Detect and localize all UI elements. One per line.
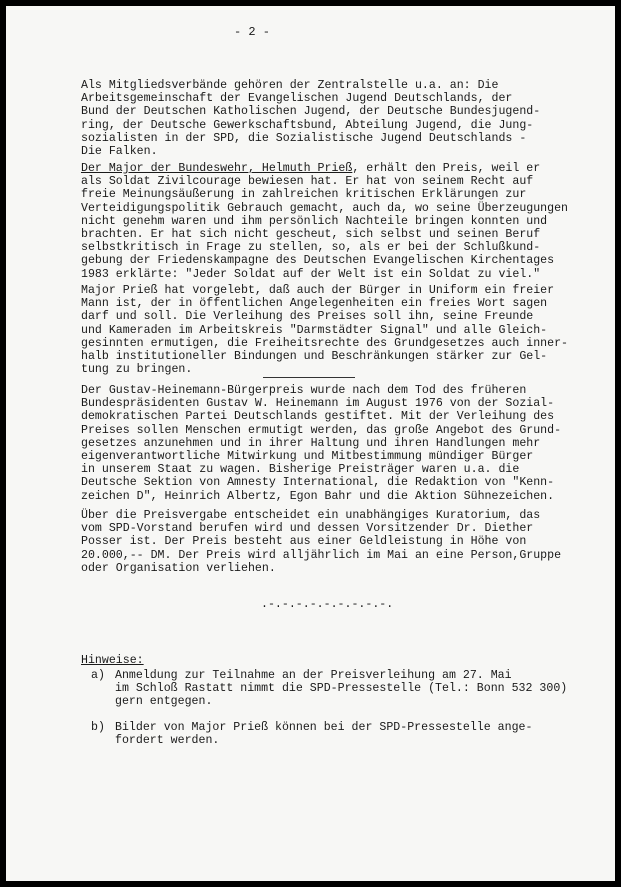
hinweise-item-text: Bilder von Major Prieß können bei der SPD-Pressestelle ange- fordert werden. — [115, 721, 533, 748]
paragraph-lead-underlined: Der Major der Bundeswehr, Helmuth Prieß — [81, 162, 353, 175]
paragraph-body: , erhält den Preis, weil er als Soldat Zivilcourage bewiesen hat. Er hat von seinem Recht auf freie Meinungsäußerung in zahlreichen kritischen Erklärungen zur Verteidigungspolitik Gebrauch gemacht, auch da, wo seine Überzeugungen nicht genehm waren und ihm persönlich Nachteile bringen konnten und brachten. Er hat sich nicht gescheut, sich selbst und seinen Beruf selbstkritisch in Frage zu stellen, so, als er bei der Schlußkund- gebung der Friedenskampagne des Deutschen Evangelischen Kirchentages 1983 erklärte: "Jeder Soldat auf der Welt ist ein Soldat zu viel." — [81, 162, 569, 281]
paragraph-prize-award: Über die Preisvergabe entscheidet ein unabhängiges Kuratorium, das vom SPD-Vorstand berufen wird und dessen Vorsitzender Dr. Diether Posser ist. Der Preis besteht aus einer Geldleistung in Höhe von 20.000,-- DM. Der Preis wird alljährlich im Mai an eine Person,Gruppe oder Organisation verliehen. — [81, 509, 562, 575]
paragraph-prize-history: Der Gustav-Heinemann-Bürgerpreis wurde nach dem Tod des früheren Bundespräsidenten Gustav W. Heinemann im August 1976 von der Sozial- demokratischen Partei Deutschlands gestiftet. Mit der Verleihung des Preises sollen Menschen ermutigt werden, das große Angebot des Grund- gesetzes anzunehmen und in ihrer Haltung und ihren Handlungen mehr eigenverantwortliche Mitwirkung und Mitbestimmung mündiger Bürger in unserem Staat zu wagen. Bisherige Preisträger waren u.a. die Deutsche Sektion von Amnesty International, die Redaktion von "Kenn- zeichen D", Heinrich Albertz, Egon Bahr und die Aktion Sühnezeichen. — [81, 384, 562, 503]
section-divider-line — [263, 377, 355, 378]
paragraph-major-priess — [81, 162, 568, 281]
hinweise-item-a — [91, 669, 568, 722]
page-number: - 2 - — [234, 25, 271, 39]
hinweise-heading: Hinweise: — [81, 654, 144, 667]
hinweise-item-letter: b) — [91, 721, 105, 734]
paragraph-member-associations: Als Mitgliedsverbände gehören der Zentralstelle u.a. an: Die Arbeitsgemeinschaft der Evangelischen Jugend Deutschlands, der Bund der Deutschen Katholischen Jugend, der Deutsche Bundesjugend- ring, der Deutsche Gewerkschaftsbund, Abteilung Jugend, die Jung- sozialisten in der SPD, die Sozialistische Jugend Deutschlands - Die Falken. — [81, 79, 541, 159]
document-page — [6, 6, 615, 881]
hinweise-item-letter: a) — [91, 669, 105, 682]
dotted-separator: .-.-.-.-.-.-.-.-.-. — [261, 598, 394, 611]
paragraph-citizen-in-uniform: Major Prieß hat vorgelebt, daß auch der Bürger in Uniform ein freier Mann ist, der in öffentlichen Angelegenheiten ein freies Wort sagen darf und soll. Die Verleihung des Preises soll ihn, seine Freunde und Kameraden im Arbeitskreis "Darmstädter Signal" und alle Gleich- gesinnten ermutigen, die Freiheitsrechte des Grundgesetzes auch inner- halb institutioneller Bindungen und Beschränkungen stärker zur Gel- tung zu bringen. — [81, 284, 569, 377]
hinweise-item-text: Anmeldung zur Teilnahme an der Preisverleihung am 27. Mai im Schloß Rastatt nimmt die SPD-Pressestelle (Tel.: Bonn 532 300) gern entgegen. — [115, 669, 568, 709]
hinweise-item-b — [91, 721, 533, 774]
